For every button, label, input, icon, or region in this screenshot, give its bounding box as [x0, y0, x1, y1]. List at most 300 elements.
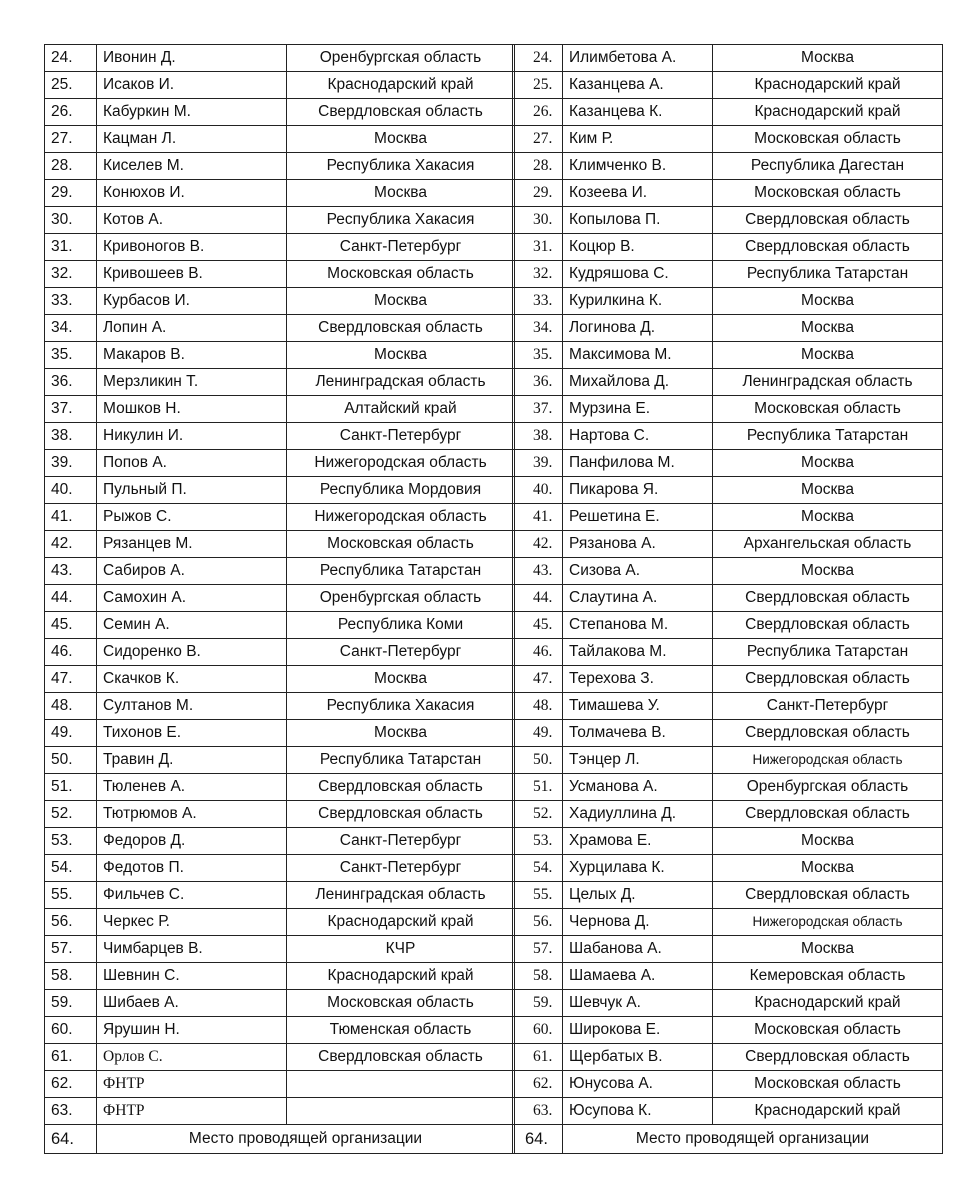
table-row: [45, 747, 515, 774]
left-row-number: 48.: [45, 693, 97, 720]
left-row-number: 30.: [45, 207, 97, 234]
table-row: [513, 423, 943, 450]
table-row: [45, 801, 515, 828]
right-participant-region: Республика Дагестан: [713, 153, 943, 180]
left-row-number: 44.: [45, 585, 97, 612]
left-participant-region: Республика Татарстан: [287, 558, 515, 585]
left-participant-name: Мерзликин Т.: [97, 369, 287, 396]
right-participant-region: Республика Татарстан: [713, 639, 943, 666]
left-participant-name: Сидоренко В.: [97, 639, 287, 666]
left-participant-name: Ивонин Д.: [97, 45, 287, 72]
left-participant-region: Краснодарский край: [287, 909, 515, 936]
table-row: [513, 396, 943, 423]
left-participant-region: Оренбургская область: [287, 585, 515, 612]
right-participant-region: Свердловская область: [713, 801, 943, 828]
right-participant-region: Москва: [713, 855, 943, 882]
left-row-number: 39.: [45, 450, 97, 477]
right-participant-name: Чернова Д.: [563, 909, 713, 936]
table-row: [45, 774, 515, 801]
left-participant-region: Нижегородская область: [287, 504, 515, 531]
right-participant-region: Свердловская область: [713, 720, 943, 747]
left-participant-region: Свердловская область: [287, 774, 515, 801]
right-participant-region: Свердловская область: [713, 207, 943, 234]
left-participant-region: Санкт-Петербург: [287, 423, 515, 450]
right-row-number: 57.: [513, 936, 563, 963]
table-row: [45, 369, 515, 396]
right-participant-region: Свердловская область: [713, 585, 943, 612]
right-row-number: 43.: [513, 558, 563, 585]
left-row-number: 26.: [45, 99, 97, 126]
table-row: [513, 936, 943, 963]
left-participant-region: Москва: [287, 126, 515, 153]
table-row: [45, 1098, 515, 1125]
table-row: [513, 99, 943, 126]
left-participant-name: Киселев М.: [97, 153, 287, 180]
left-participant-name: Ярушин Н.: [97, 1017, 287, 1044]
right-footer-number: 64.: [513, 1125, 563, 1154]
left-participant-region: Тюменская область: [287, 1017, 515, 1044]
table-row: [45, 288, 515, 315]
right-participant-name: Щербатых В.: [563, 1044, 713, 1071]
right-row-number: 29.: [513, 180, 563, 207]
table-row: [45, 963, 515, 990]
left-participant-name: Шевнин С.: [97, 963, 287, 990]
table-row: [45, 612, 515, 639]
table-row: [45, 585, 515, 612]
right-participant-name: Храмова Е.: [563, 828, 713, 855]
table-row: [513, 72, 943, 99]
left-participant-region: Санкт-Петербург: [287, 855, 515, 882]
table-row: [45, 315, 515, 342]
right-row-number: 46.: [513, 639, 563, 666]
right-participant-name: Хурцилава К.: [563, 855, 713, 882]
right-participant-name: Шевчук А.: [563, 990, 713, 1017]
table-row: [513, 558, 943, 585]
right-participant-region: Москва: [713, 477, 943, 504]
left-participant-region: Республика Татарстан: [287, 747, 515, 774]
right-row-number: 35.: [513, 342, 563, 369]
left-participant-region: Ленинградская область: [287, 369, 515, 396]
table-row: [45, 180, 515, 207]
right-row-number: 34.: [513, 315, 563, 342]
left-participant-region: Москва: [287, 720, 515, 747]
table-row: [513, 585, 943, 612]
table-row: [513, 234, 943, 261]
right-row-number: 38.: [513, 423, 563, 450]
right-row-number: 44.: [513, 585, 563, 612]
left-row-number: 32.: [45, 261, 97, 288]
right-row-number: 36.: [513, 369, 563, 396]
left-participant-region: Свердловская область: [287, 801, 515, 828]
right-participant-name: Максимова М.: [563, 342, 713, 369]
right-row-number: 53.: [513, 828, 563, 855]
table-row: [45, 396, 515, 423]
right-row-number: 49.: [513, 720, 563, 747]
right-participant-name: Михайлова Д.: [563, 369, 713, 396]
right-participant-name: Терехова З.: [563, 666, 713, 693]
right-participant-region: Нижегородская область: [713, 747, 943, 774]
table-row: [45, 423, 515, 450]
table-row: [513, 1017, 943, 1044]
right-participant-region: Московская область: [713, 180, 943, 207]
left-participant-region: Ленинградская область: [287, 882, 515, 909]
right-participant-region: Москва: [713, 450, 943, 477]
left-row-number: 25.: [45, 72, 97, 99]
left-footer-number: 64.: [45, 1125, 97, 1154]
left-participant-name: Мошков Н.: [97, 396, 287, 423]
left-row-number: 34.: [45, 315, 97, 342]
left-row-number: 58.: [45, 963, 97, 990]
right-participant-region: Москва: [713, 504, 943, 531]
right-row-number: 62.: [513, 1071, 563, 1098]
table-row: [513, 720, 943, 747]
left-participant-region: Оренбургская область: [287, 45, 515, 72]
left-row-number: 47.: [45, 666, 97, 693]
table-row: [513, 990, 943, 1017]
table-row: [513, 963, 943, 990]
left-participant-region: Свердловская область: [287, 315, 515, 342]
table-row: [45, 234, 515, 261]
right-participant-name: Шабанова А.: [563, 936, 713, 963]
left-participant-name: Кацман Л.: [97, 126, 287, 153]
left-row-number: 56.: [45, 909, 97, 936]
left-participant-name: Кривошеев В.: [97, 261, 287, 288]
right-row-number: 33.: [513, 288, 563, 315]
table-row: [45, 1071, 515, 1098]
left-row-number: 60.: [45, 1017, 97, 1044]
table-row: [45, 99, 515, 126]
table-row: [45, 1017, 515, 1044]
right-participant-region: Кемеровская область: [713, 963, 943, 990]
table-row: [513, 288, 943, 315]
right-participant-name: Нартова С.: [563, 423, 713, 450]
right-row-number: 60.: [513, 1017, 563, 1044]
table-row: [45, 45, 515, 72]
table-row: [45, 477, 515, 504]
table-row: [513, 126, 943, 153]
left-participant-name: Султанов М.: [97, 693, 287, 720]
table-row: [513, 504, 943, 531]
right-participant-region: Москва: [713, 558, 943, 585]
right-row-number: 26.: [513, 99, 563, 126]
right-participant-region: Свердловская область: [713, 1044, 943, 1071]
right-row-number: 61.: [513, 1044, 563, 1071]
left-row-number: 28.: [45, 153, 97, 180]
left-participant-region: Республика Мордовия: [287, 477, 515, 504]
table-row: [513, 261, 943, 288]
right-row-number: 51.: [513, 774, 563, 801]
right-participant-name: Усманова А.: [563, 774, 713, 801]
right-row-number: 39.: [513, 450, 563, 477]
left-participant-name: Рязанцев М.: [97, 531, 287, 558]
right-participant-name: Шамаева А.: [563, 963, 713, 990]
right-row-number: 41.: [513, 504, 563, 531]
right-participant-name: Климченко В.: [563, 153, 713, 180]
right-footer-label: Место проводящей организации: [563, 1125, 943, 1154]
table-row: [513, 882, 943, 909]
right-participant-name: Курилкина К.: [563, 288, 713, 315]
left-participant-region: Московская область: [287, 531, 515, 558]
right-participant-name: Козеева И.: [563, 180, 713, 207]
right-row-number: 63.: [513, 1098, 563, 1125]
right-participant-name: Тайлакова М.: [563, 639, 713, 666]
right-row-number: 45.: [513, 612, 563, 639]
right-participant-region: Москва: [713, 288, 943, 315]
right-participant-region: Нижегородская область: [713, 909, 943, 936]
right-row-number: 37.: [513, 396, 563, 423]
right-participant-region: Краснодарский край: [713, 1098, 943, 1125]
left-participant-name: Рыжов С.: [97, 504, 287, 531]
right-participant-region: Московская область: [713, 1017, 943, 1044]
right-participant-region: Оренбургская область: [713, 774, 943, 801]
table-row: [45, 1044, 515, 1071]
left-participant-name: Тюленев А.: [97, 774, 287, 801]
right-participant-region: Санкт-Петербург: [713, 693, 943, 720]
right-participant-name: Ким Р.: [563, 126, 713, 153]
right-participant-name: Пикарова Я.: [563, 477, 713, 504]
left-participant-name: Котов А.: [97, 207, 287, 234]
table-row: [513, 180, 943, 207]
right-participant-name: Сизова А.: [563, 558, 713, 585]
left-row-number: 42.: [45, 531, 97, 558]
table-row: [45, 153, 515, 180]
right-participant-name: Логинова Д.: [563, 315, 713, 342]
right-participant-name: Степанова М.: [563, 612, 713, 639]
right-participant-region: Московская область: [713, 1071, 943, 1098]
right-row-number: 47.: [513, 666, 563, 693]
table-row: [45, 693, 515, 720]
left-participant-name: ФНТР: [97, 1098, 287, 1125]
left-row-number: 62.: [45, 1071, 97, 1098]
right-participant-region: Республика Татарстан: [713, 261, 943, 288]
right-participant-name: Казанцева К.: [563, 99, 713, 126]
left-participant-region: Республика Хакасия: [287, 693, 515, 720]
right-footer-row: [513, 1125, 943, 1154]
right-roster-table: [512, 44, 943, 1154]
left-row-number: 45.: [45, 612, 97, 639]
left-participant-region: Алтайский край: [287, 396, 515, 423]
right-participant-name: Мурзина Е.: [563, 396, 713, 423]
right-participant-region: Республика Татарстан: [713, 423, 943, 450]
left-row-number: 51.: [45, 774, 97, 801]
table-row: [513, 909, 943, 936]
table-row: [45, 828, 515, 855]
table-row: [45, 855, 515, 882]
table-row: [513, 828, 943, 855]
table-row: [45, 720, 515, 747]
left-participant-name: Черкес Р.: [97, 909, 287, 936]
left-participant-name: Никулин И.: [97, 423, 287, 450]
left-participant-name: Федоров Д.: [97, 828, 287, 855]
left-row-number: 29.: [45, 180, 97, 207]
left-row-number: 36.: [45, 369, 97, 396]
left-participant-region: Московская область: [287, 990, 515, 1017]
left-participant-name: Кривоногов В.: [97, 234, 287, 261]
table-row: [45, 504, 515, 531]
left-participant-region: Краснодарский край: [287, 963, 515, 990]
left-row-number: 46.: [45, 639, 97, 666]
table-row: [513, 612, 943, 639]
right-participant-name: Целых Д.: [563, 882, 713, 909]
left-participant-name: Скачков К.: [97, 666, 287, 693]
table-row: [513, 747, 943, 774]
table-row: [513, 666, 943, 693]
right-row-number: 32.: [513, 261, 563, 288]
left-participant-region: Московская область: [287, 261, 515, 288]
table-row: [513, 774, 943, 801]
left-row-number: 41.: [45, 504, 97, 531]
right-participant-region: Краснодарский край: [713, 990, 943, 1017]
right-row-number: 40.: [513, 477, 563, 504]
right-row-number: 48.: [513, 693, 563, 720]
left-participant-region: Республика Хакасия: [287, 153, 515, 180]
right-participant-name: Юнусова А.: [563, 1071, 713, 1098]
table-row: [45, 639, 515, 666]
right-row-number: 24.: [513, 45, 563, 72]
left-participant-region: Москва: [287, 342, 515, 369]
right-participant-name: Копылова П.: [563, 207, 713, 234]
left-row-number: 37.: [45, 396, 97, 423]
left-participant-name: Макаров В.: [97, 342, 287, 369]
table-row: [45, 882, 515, 909]
right-participant-region: Свердловская область: [713, 612, 943, 639]
left-participant-region: Санкт-Петербург: [287, 828, 515, 855]
left-footer-label: Место проводящей организации: [97, 1125, 515, 1154]
table-row: [513, 207, 943, 234]
left-participant-region: Москва: [287, 180, 515, 207]
table-row: [45, 936, 515, 963]
right-participant-region: Ленинградская область: [713, 369, 943, 396]
table-row: [513, 1044, 943, 1071]
right-participant-name: Решетина Е.: [563, 504, 713, 531]
table-row: [513, 450, 943, 477]
left-roster-body: [45, 45, 515, 1125]
left-roster-table: [44, 44, 515, 1154]
right-participant-region: Москва: [713, 315, 943, 342]
table-row: [513, 693, 943, 720]
table-row: [513, 369, 943, 396]
table-row: [45, 72, 515, 99]
right-row-number: 28.: [513, 153, 563, 180]
table-row: [45, 207, 515, 234]
right-participant-name: Тимашева У.: [563, 693, 713, 720]
left-participant-region: Москва: [287, 288, 515, 315]
left-row-number: 63.: [45, 1098, 97, 1125]
right-participant-region: Московская область: [713, 126, 943, 153]
table-row: [513, 1098, 943, 1125]
left-row-number: 31.: [45, 234, 97, 261]
left-participant-name: Кабуркин М.: [97, 99, 287, 126]
right-participant-region: Свердловская область: [713, 882, 943, 909]
right-row-number: 56.: [513, 909, 563, 936]
left-participant-region: Свердловская область: [287, 99, 515, 126]
left-row-number: 43.: [45, 558, 97, 585]
left-participant-region: Республика Хакасия: [287, 207, 515, 234]
right-row-number: 31.: [513, 234, 563, 261]
table-row: [45, 666, 515, 693]
right-participant-name: Тэнцер Л.: [563, 747, 713, 774]
right-participant-name: Коцюр В.: [563, 234, 713, 261]
right-participant-name: Илимбетова А.: [563, 45, 713, 72]
left-row-number: 52.: [45, 801, 97, 828]
left-participant-region: Нижегородская область: [287, 450, 515, 477]
table-row: [513, 639, 943, 666]
table-row: [513, 477, 943, 504]
right-row-number: 54.: [513, 855, 563, 882]
left-participant-region: Свердловская область: [287, 1044, 515, 1071]
left-participant-name: Самохин А.: [97, 585, 287, 612]
table-row: [513, 45, 943, 72]
left-row-number: 24.: [45, 45, 97, 72]
right-participant-name: Рязанова А.: [563, 531, 713, 558]
right-participant-region: Москва: [713, 342, 943, 369]
right-participant-region: Московская область: [713, 396, 943, 423]
left-footer-row: [45, 1125, 515, 1154]
table-row: [45, 342, 515, 369]
right-row-number: 27.: [513, 126, 563, 153]
left-row-number: 35.: [45, 342, 97, 369]
left-participant-name: Фильчев С.: [97, 882, 287, 909]
right-participant-region: Москва: [713, 45, 943, 72]
left-participant-name: Травин Д.: [97, 747, 287, 774]
left-participant-name: Исаков И.: [97, 72, 287, 99]
right-participant-region: Архангельская область: [713, 531, 943, 558]
right-participant-name: Казанцева А.: [563, 72, 713, 99]
table-row: [45, 261, 515, 288]
right-participant-name: Панфилова М.: [563, 450, 713, 477]
table-row: [45, 558, 515, 585]
left-participant-name: Пульный П.: [97, 477, 287, 504]
left-participant-region: Москва: [287, 666, 515, 693]
left-participant-region: КЧР: [287, 936, 515, 963]
right-participant-region: Свердловская область: [713, 666, 943, 693]
right-participant-region: Москва: [713, 828, 943, 855]
left-participant-name: Курбасов И.: [97, 288, 287, 315]
left-participant-region: Санкт-Петербург: [287, 234, 515, 261]
right-roster-body: [513, 45, 943, 1125]
left-row-number: 55.: [45, 882, 97, 909]
left-participant-region: Краснодарский край: [287, 72, 515, 99]
right-participant-name: Слаутина А.: [563, 585, 713, 612]
left-participant-name: Федотов П.: [97, 855, 287, 882]
table-row: [45, 990, 515, 1017]
left-row-number: 40.: [45, 477, 97, 504]
left-participant-region: [287, 1071, 515, 1098]
left-participant-name: Тихонов Е.: [97, 720, 287, 747]
table-row: [513, 531, 943, 558]
right-row-number: 25.: [513, 72, 563, 99]
left-row-number: 57.: [45, 936, 97, 963]
table-row: [513, 315, 943, 342]
left-row-number: 50.: [45, 747, 97, 774]
right-participant-name: Хадиуллина Д.: [563, 801, 713, 828]
left-participant-name: Попов А.: [97, 450, 287, 477]
table-row: [45, 450, 515, 477]
table-row: [513, 342, 943, 369]
left-participant-name: Лопин А.: [97, 315, 287, 342]
right-row-number: 42.: [513, 531, 563, 558]
right-participant-region: Краснодарский край: [713, 72, 943, 99]
right-participant-region: Москва: [713, 936, 943, 963]
left-row-number: 61.: [45, 1044, 97, 1071]
table-row: [513, 153, 943, 180]
right-row-number: 55.: [513, 882, 563, 909]
right-row-number: 50.: [513, 747, 563, 774]
right-row-number: 58.: [513, 963, 563, 990]
right-row-number: 59.: [513, 990, 563, 1017]
table-row: [45, 531, 515, 558]
table-row: [513, 1071, 943, 1098]
